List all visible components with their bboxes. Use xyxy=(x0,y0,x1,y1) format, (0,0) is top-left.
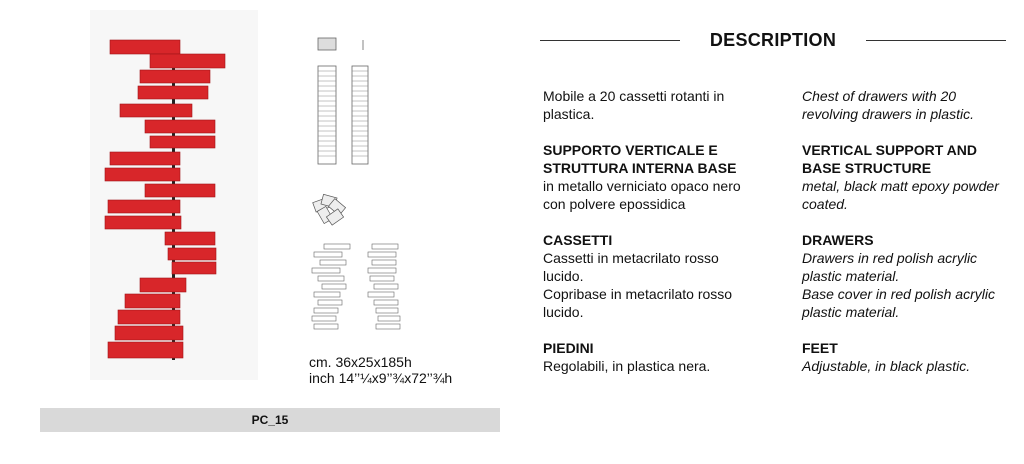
en-support-block xyxy=(802,141,1007,213)
it-feet-block xyxy=(543,339,763,375)
it-intro-block xyxy=(543,87,763,123)
description-title: DESCRIPTION xyxy=(709,29,837,50)
it-drawers-heading: CASSETTI xyxy=(543,232,613,248)
product-photo xyxy=(90,10,258,380)
it-support-block xyxy=(543,141,763,213)
revolving-drawers-illustration xyxy=(90,10,258,380)
it-drawers-body-1: Cassetti in metacrilato rosso lucido. xyxy=(543,250,719,284)
en-support-body: metal, black matt epoxy powder coated. xyxy=(802,178,999,212)
product-code-bar xyxy=(40,408,500,432)
divider-left xyxy=(540,40,680,41)
en-feet-block xyxy=(802,339,1007,375)
dimensions-inch: inch 14’’¼x9’’¾x72’’¾h xyxy=(309,370,453,386)
en-drawers-body-1: Drawers in red polish acrylic plastic material. xyxy=(802,250,978,284)
en-support-heading: VERTICAL SUPPORT AND BASE STRUCTURE xyxy=(802,142,978,176)
en-drawers-body-2: Base cover in red polish acrylic plastic material. xyxy=(802,286,995,320)
en-drawers-heading: DRAWERS xyxy=(802,232,874,248)
it-feet-body: Regolabili, in plastica nera. xyxy=(543,358,711,374)
technical-drawings-svg xyxy=(300,30,410,350)
divider-right xyxy=(866,40,1006,41)
technical-drawings xyxy=(300,30,410,350)
italian-column xyxy=(543,87,763,393)
english-column xyxy=(802,87,1007,393)
it-drawers-block xyxy=(543,231,763,321)
en-intro-block xyxy=(802,87,1007,123)
it-support-heading: SUPPORTO VERTICALE E STRUTTURA INTERNA BASE xyxy=(543,142,737,176)
description-header xyxy=(540,28,1006,52)
dimensions xyxy=(309,354,452,386)
en-intro: Chest of drawers with 20 revolving drawers in plastic. xyxy=(802,88,974,122)
it-intro: Mobile a 20 cassetti rotanti in plastica. xyxy=(543,88,725,122)
it-feet-heading: PIEDINI xyxy=(543,340,594,356)
dimensions-cm: cm. 36x25x185h xyxy=(309,354,412,370)
it-drawers-body-2: Copribase in metacrilato rosso lucido. xyxy=(543,286,733,320)
it-support-body: in metallo verniciato opaco nero con polvere epossidica xyxy=(543,178,741,212)
product-code: PC_15 xyxy=(251,413,289,427)
en-feet-heading: FEET xyxy=(802,340,838,356)
en-feet-body: Adjustable, in black plastic. xyxy=(802,358,971,374)
en-drawers-block xyxy=(802,231,1007,321)
